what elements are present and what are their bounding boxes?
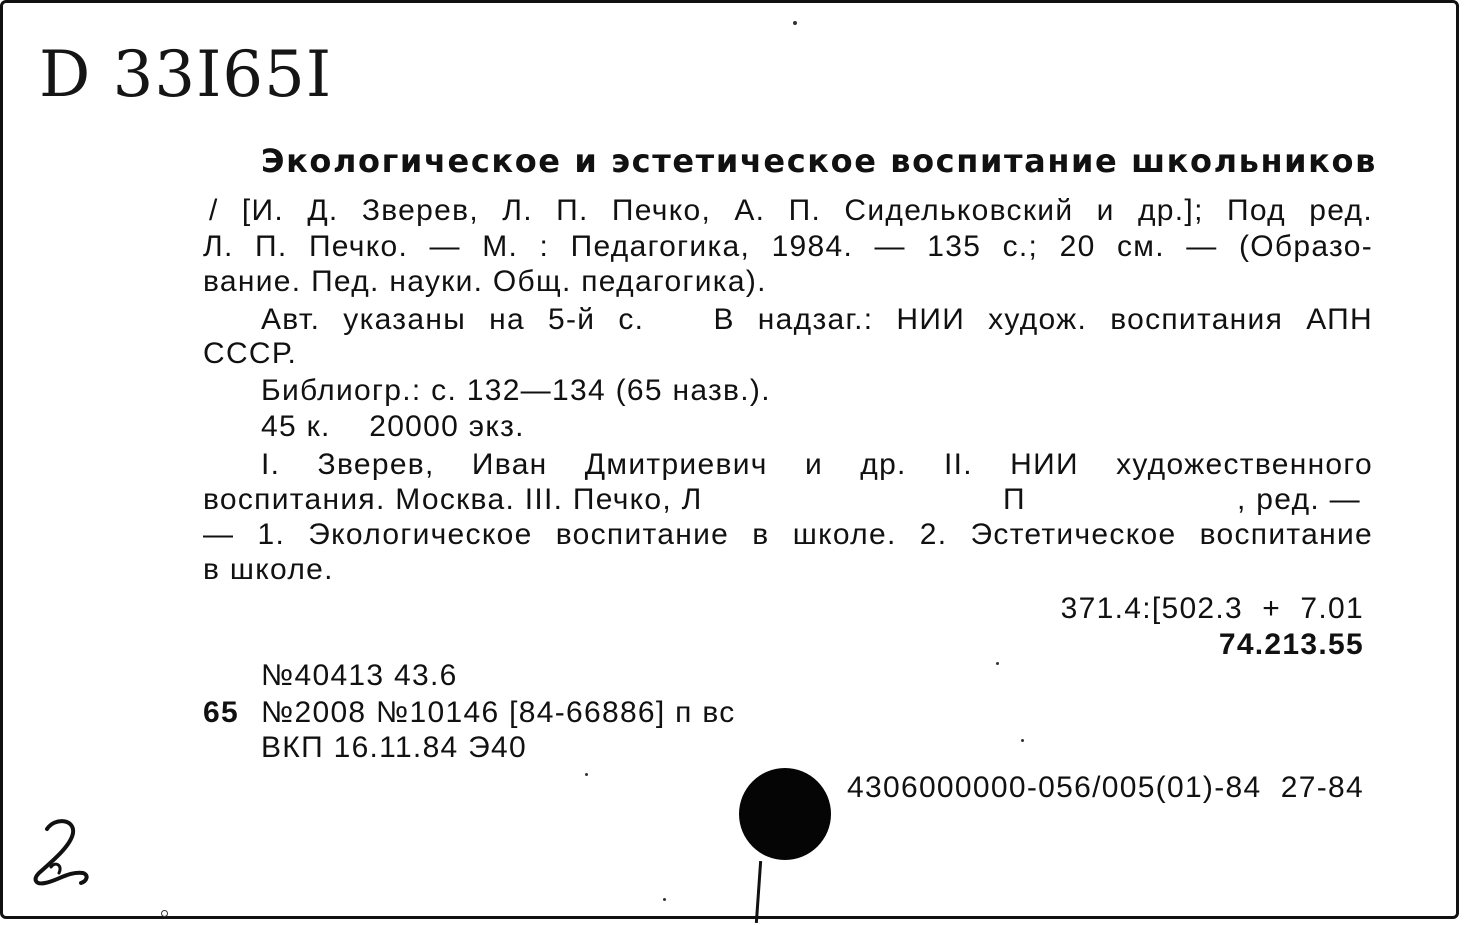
ink-speck (663, 898, 666, 901)
blot-stroke (755, 861, 762, 923)
tracings-line-1: I. Зверев, Иван Дмитриевич и др. II. НИИ художественного (261, 448, 1373, 481)
description-line-3: вание. Пед. науки. Общ. педагогика). (203, 265, 767, 298)
price-and-copies: 45 к. 20000 экз. (261, 410, 525, 443)
tracings-line-3: — 1. Экологическое воспитание в школе. 2. Эстетическое воспитание (203, 518, 1373, 551)
bibliography-note: Библиогр.: с. 132—134 (65 назв.). (261, 374, 771, 407)
book-title: Экологическое и эстетическое воспитание школьников (261, 142, 1377, 180)
registry-line-1: №40413 43.6 (261, 659, 458, 692)
udc-code: 371.4:[502.3 + 7.01 (1060, 592, 1364, 625)
tracings-line-2-initial: П (1003, 483, 1026, 516)
registry-line-2: №2008 №10146 [84-66886] п вс (261, 696, 736, 729)
handwritten-number-mark (25, 815, 97, 895)
punch-hole-blot (739, 768, 831, 860)
bbk-code: 74.213.55 (1218, 628, 1364, 661)
tracings-line-4: в школе. (203, 553, 334, 586)
ink-speck (585, 773, 588, 776)
ink-speck (793, 21, 797, 25)
description-line-2: Л. П. Печко. — М. : Педагогика, 1984. — 135 с.; 20 см. — (Образо- (203, 230, 1373, 263)
tracings-line-2-left: воспитания. Москва. III. Печко, Л (203, 483, 703, 516)
ink-speck (1021, 739, 1024, 742)
isbn-code: 4306000000-056/005(01)-84 27-84 (847, 771, 1364, 804)
tracings-line-2-right: , ред. — (1237, 483, 1361, 516)
registry-line-3: ВКП 16.11.84 Э40 (261, 731, 527, 764)
ink-speck (996, 662, 999, 665)
description-line-1: / [И. Д. Зверев, Л. П. Печко, А. П. Сидельковский и др.]; Под ред. (209, 194, 1373, 227)
ink-speck (161, 910, 168, 917)
authors-note-line-2: СССР. (203, 337, 298, 370)
registry-index-mark: 65 (203, 696, 239, 729)
authors-note-line-1: Авт. указаны на 5-й с. В надзаг.: НИИ худож. воспитания АПН (261, 303, 1373, 336)
card-serial-number: D 33I65I (39, 38, 333, 112)
